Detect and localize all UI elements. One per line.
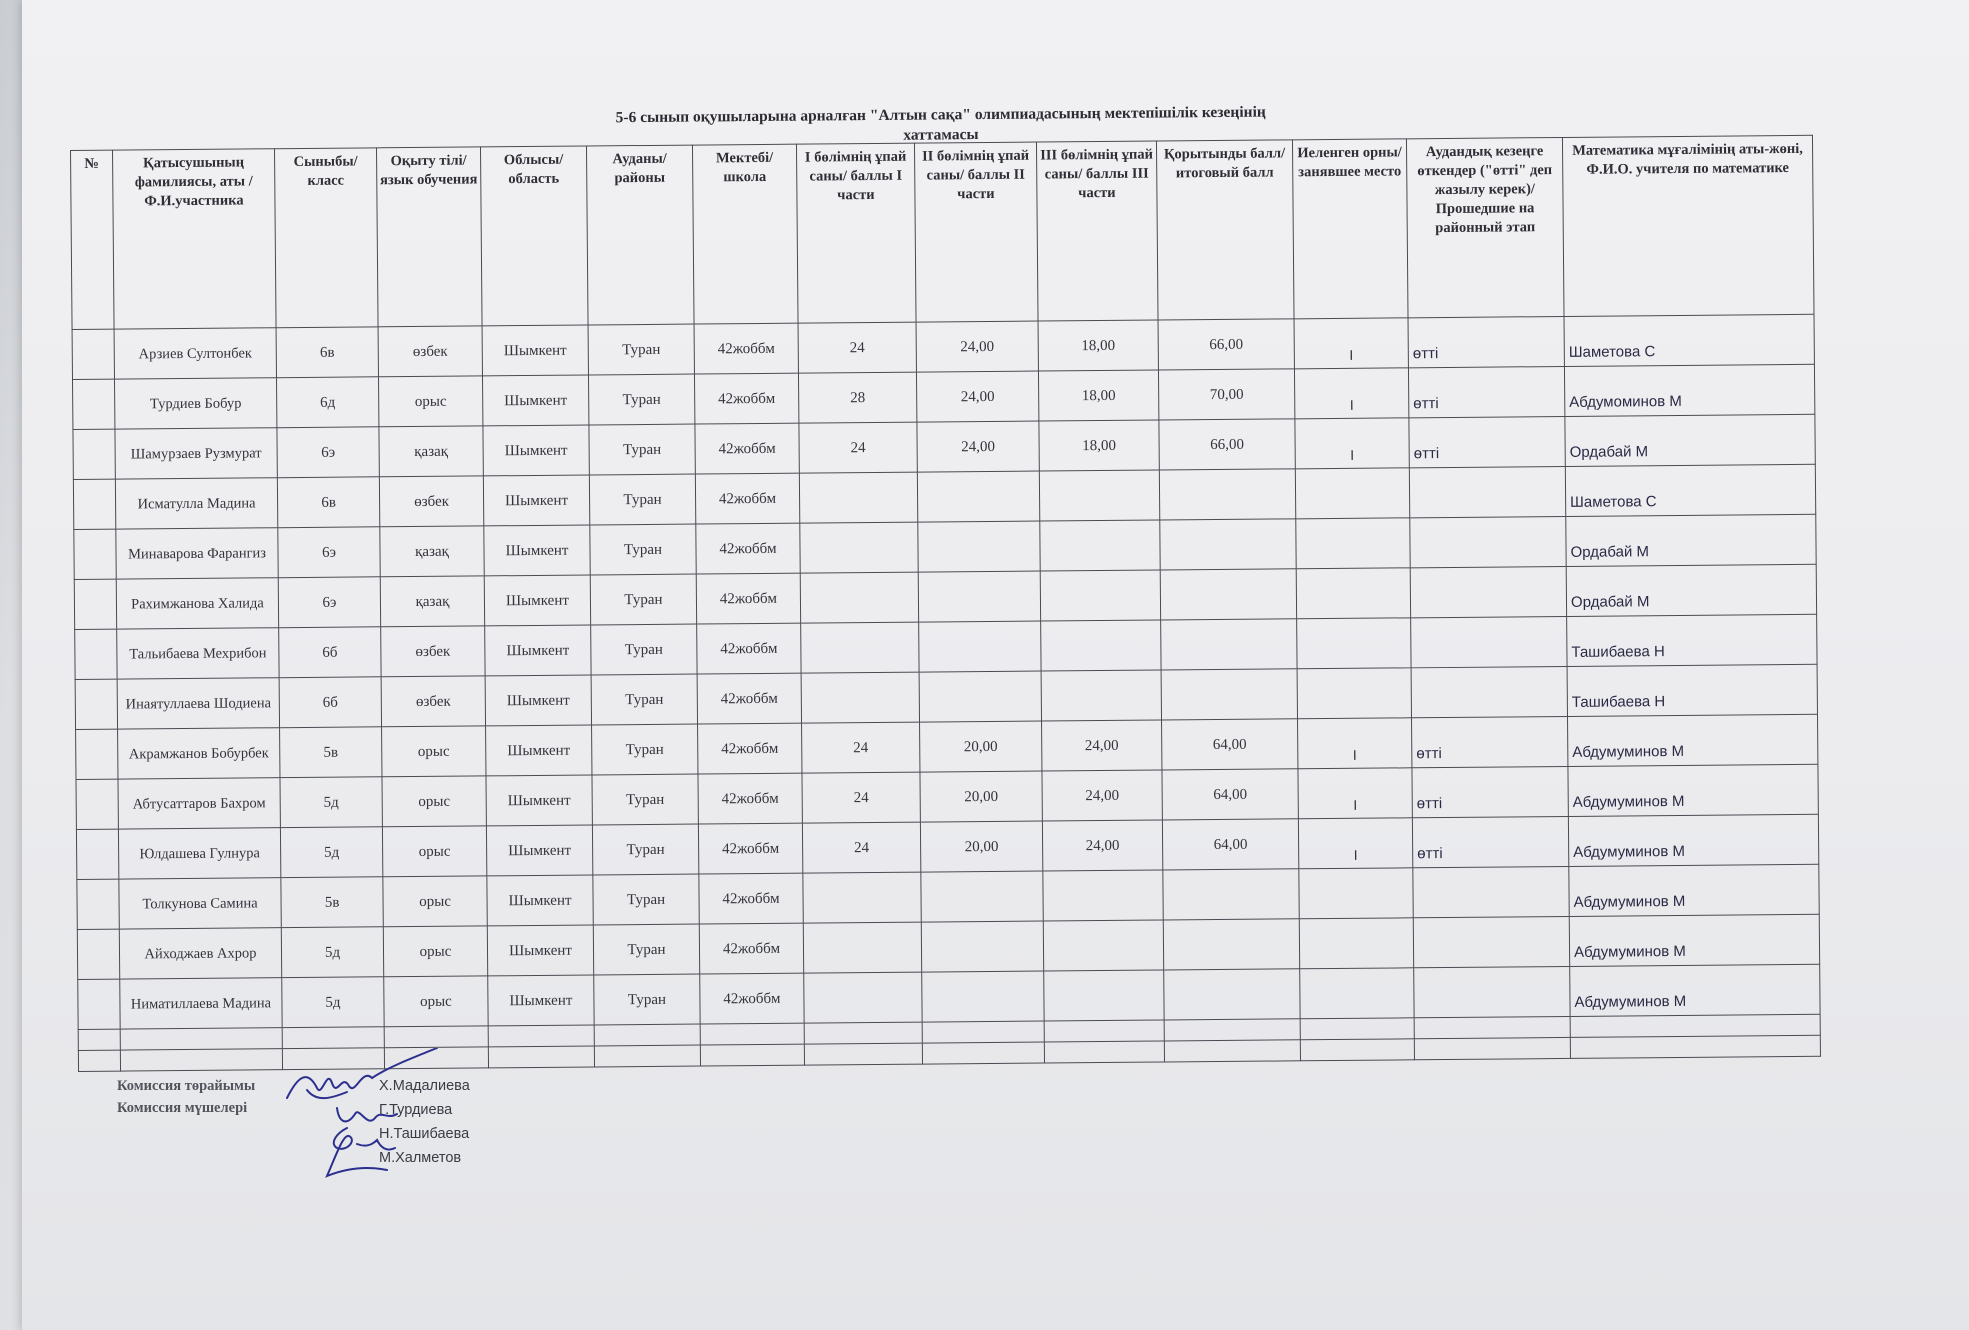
empty-cell (120, 1028, 282, 1050)
row-number-cell (76, 729, 118, 779)
class-cell: 5в (281, 877, 383, 928)
empty-cell (1044, 1041, 1164, 1063)
participant-name-cell: Тальибаева Мехрибон (117, 628, 279, 679)
row-number-cell (76, 829, 118, 879)
members-label: Комиссия мүшелері (117, 1100, 248, 1116)
place-cell (1300, 968, 1414, 1019)
column-header: Мектебі/ школа (692, 144, 798, 324)
part2-score-cell (918, 571, 1040, 622)
part1-score-cell (803, 922, 921, 973)
row-number-cell (78, 979, 120, 1029)
passed-cell: өтті (1412, 816, 1568, 867)
participant-name-cell: Турдиев Бобур (115, 378, 277, 429)
language-cell: орыс (382, 726, 486, 777)
participant-name-cell: Абтусаттаров Бахром (118, 778, 280, 829)
language-cell: орыс (378, 376, 482, 427)
teacher-cell: Ордабай М (1565, 414, 1815, 466)
class-cell: 6б (279, 677, 381, 728)
part2-score-cell (917, 471, 1039, 522)
school-cell: 42жоббм (698, 773, 802, 824)
region-cell: Шымкент (486, 825, 592, 876)
part1-score-cell (800, 572, 918, 623)
school-cell: 42жоббм (694, 373, 798, 424)
part3-score-cell: 24,00 (1042, 820, 1162, 871)
teacher-cell: Шаметова С (1564, 314, 1814, 366)
teacher-cell: Абдумоминов М (1564, 364, 1814, 416)
class-cell: 6э (277, 427, 379, 478)
row-number-cell (73, 479, 115, 529)
member-name: Г.Турдиева (379, 1102, 453, 1118)
class-cell: 5д (281, 927, 383, 978)
column-header: III бөлімнің ұпай саны/ баллы III части (1036, 141, 1158, 321)
empty-cell (78, 1029, 120, 1050)
part3-score-cell: 24,00 (1042, 770, 1162, 821)
class-cell: 5в (280, 727, 382, 778)
passed-cell: өтті (1408, 316, 1564, 367)
region-cell: Шымкент (484, 525, 590, 576)
district-cell: Туран (593, 924, 699, 975)
chair-label: Комиссия төрайымы (117, 1078, 256, 1094)
empty-cell (384, 1026, 488, 1048)
district-cell: Туран (591, 674, 697, 725)
participant-name-cell: Акрамжанов Бобурбек (118, 728, 280, 779)
place-cell (1295, 468, 1409, 519)
empty-cell (282, 1027, 384, 1049)
total-score-cell: 64,00 (1162, 819, 1298, 870)
header-row (71, 135, 1814, 329)
part3-score-cell: 18,00 (1038, 370, 1158, 421)
column-header: Ауданы/ районы (586, 145, 694, 325)
passed-cell (1410, 516, 1566, 567)
empty-cell (488, 1046, 594, 1068)
district-cell: Туран (588, 324, 694, 375)
school-cell: 42жоббм (694, 323, 798, 374)
column-header: Математика мұғалімінің аты-жөні, Ф.И.О. учителя по математике (1562, 135, 1814, 316)
school-cell: 42жоббм (697, 623, 801, 674)
school-cell: 42жоббм (699, 873, 803, 924)
district-cell: Туран (590, 524, 696, 575)
part2-score-cell (921, 921, 1043, 972)
class-cell: 5д (282, 977, 384, 1028)
region-cell: Шымкент (487, 875, 593, 926)
part3-score-cell: 18,00 (1039, 420, 1159, 471)
results-table (70, 135, 1821, 1072)
region-cell: Шымкент (488, 975, 594, 1026)
part2-score-cell (922, 971, 1044, 1022)
part1-score-cell: 24 (802, 722, 920, 773)
district-cell: Туран (589, 424, 695, 475)
school-cell: 42жоббм (698, 823, 802, 874)
participant-name-cell: Айходжаев Ахрор (119, 928, 281, 979)
part2-score-cell (919, 621, 1041, 672)
empty-cell (1300, 1018, 1414, 1040)
part1-score-cell: 24 (798, 322, 916, 373)
part1-score-cell (801, 622, 919, 673)
passed-cell: өтті (1409, 416, 1565, 467)
participant-name-cell: Толкунова Самина (119, 878, 281, 929)
class-cell: 6б (279, 627, 381, 678)
part2-score-cell: 20,00 (920, 821, 1042, 872)
class-cell: 6в (277, 477, 379, 528)
place-cell (1296, 518, 1410, 569)
place-cell: I (1298, 818, 1412, 869)
total-score-cell: 70,00 (1158, 369, 1294, 420)
part3-score-cell (1040, 520, 1160, 571)
empty-cell (488, 1025, 594, 1047)
part2-score-cell: 24,00 (916, 371, 1038, 422)
empty-cell (700, 1044, 804, 1066)
teacher-cell: Абдумуминов М (1568, 764, 1818, 816)
empty-cell (1570, 1014, 1820, 1037)
teacher-cell: Ордабай М (1566, 564, 1816, 616)
region-cell: Шымкент (485, 675, 591, 726)
paper-sheet (22, 0, 1969, 1330)
district-cell: Туран (588, 374, 694, 425)
participant-name-cell: Шамурзаев Рузмурат (115, 428, 277, 479)
part2-score-cell (921, 871, 1043, 922)
class-cell: 6в (276, 327, 378, 378)
language-cell: өзбек (381, 676, 485, 727)
passed-cell (1409, 466, 1565, 517)
column-header: Сыныбы/класс (274, 148, 378, 328)
participant-name-cell: Минаварова Фарангиз (116, 528, 278, 579)
row-number-cell (75, 629, 117, 679)
place-cell: I (1298, 768, 1412, 819)
school-cell: 42жоббм (696, 523, 800, 574)
language-cell: орыс (384, 976, 488, 1027)
empty-cell (78, 1050, 120, 1071)
place-cell: I (1298, 718, 1412, 769)
place-cell (1299, 868, 1413, 919)
teacher-cell: Ташибаева Н (1567, 664, 1817, 716)
class-cell: 5д (280, 827, 382, 878)
row-number-cell (77, 929, 119, 979)
column-header: Облысы/ область (480, 146, 588, 326)
empty-cell (594, 1024, 700, 1046)
region-cell: Шымкент (486, 775, 592, 826)
empty-cell (1164, 1019, 1300, 1041)
member-name: Х.Мадалиева (379, 1078, 470, 1094)
passed-cell (1410, 566, 1566, 617)
passed-cell (1411, 616, 1567, 667)
teacher-cell: Абдумуминов М (1568, 814, 1818, 866)
signature-icon (277, 1048, 470, 1188)
total-score-cell (1164, 969, 1300, 1020)
participant-name-cell: Инаятуллаева Шодиена (117, 678, 279, 729)
column-header: Аудандық кезеңге өткендер ("өтті" деп жазылу керек)/ Прошедшие на районный этап (1406, 137, 1564, 317)
column-header: Иеленген орны/ занявшее место (1292, 139, 1408, 319)
teacher-cell: Абдумуминов М (1570, 964, 1820, 1016)
region-cell: Шымкент (484, 575, 590, 626)
empty-cell (1300, 1039, 1414, 1061)
participant-name-cell: Юлдашева Гулнура (118, 828, 280, 879)
row-number-cell (74, 529, 116, 579)
language-cell: қазақ (380, 576, 484, 627)
part3-score-cell: 18,00 (1038, 320, 1158, 371)
empty-cell (922, 1021, 1044, 1043)
table-body (72, 314, 1820, 1071)
part1-score-cell (800, 522, 918, 573)
class-cell: 6д (276, 377, 378, 428)
empty-cell (700, 1023, 804, 1045)
part1-score-cell (799, 472, 917, 523)
place-cell (1297, 618, 1411, 669)
part1-score-cell: 24 (802, 822, 920, 873)
title-line-2: хаттамасы (903, 126, 979, 144)
part2-score-cell: 24,00 (917, 421, 1039, 472)
empty-cell (1044, 1020, 1164, 1042)
passed-cell: өтті (1412, 766, 1568, 817)
region-cell: Шымкент (487, 925, 593, 976)
title-line-1: 5-6 сынып оқушыларына арналған "Алтын сақа" олимпиадасының мектепішілік кезеңінің (615, 103, 1266, 127)
total-score-cell (1159, 469, 1295, 520)
part2-score-cell: 24,00 (916, 321, 1038, 372)
column-header: Оқыту тілі/ язык обучения (376, 147, 482, 327)
place-cell: I (1294, 318, 1408, 369)
passed-cell (1411, 666, 1567, 717)
region-cell: Шымкент (482, 325, 588, 376)
participant-name-cell: Рахимжанова Халида (116, 578, 278, 629)
participant-name-cell: Ниматиллаева Мадина (120, 978, 282, 1029)
place-cell (1299, 918, 1413, 969)
part1-score-cell: 24 (802, 772, 920, 823)
empty-cell (1414, 1037, 1570, 1059)
teacher-cell: Абдумуминов М (1568, 714, 1818, 766)
total-score-cell (1163, 919, 1299, 970)
region-cell: Шымкент (486, 725, 592, 776)
language-cell: орыс (382, 826, 486, 877)
teacher-cell: Ордабай М (1566, 514, 1816, 566)
language-cell: қазақ (379, 426, 483, 477)
class-cell: 5д (280, 777, 382, 828)
row-number-cell (76, 779, 118, 829)
participant-name-cell: Исматулла Мадина (115, 478, 277, 529)
part3-score-cell (1044, 970, 1164, 1021)
empty-cell (594, 1045, 700, 1067)
part3-score-cell (1039, 470, 1159, 521)
teacher-cell: Абдумуминов М (1569, 864, 1819, 916)
part1-score-cell (804, 972, 922, 1023)
language-cell: өзбек (381, 626, 485, 677)
district-cell: Туран (591, 624, 697, 675)
total-score-cell (1161, 619, 1297, 670)
school-cell: 42жоббм (697, 673, 801, 724)
participant-name-cell: Арзиев Султонбек (114, 328, 276, 379)
class-cell: 6э (278, 577, 380, 628)
place-cell: I (1295, 418, 1409, 469)
passed-cell (1413, 916, 1569, 967)
row-number-cell (72, 329, 114, 379)
empty-cell (1414, 1016, 1570, 1038)
school-cell: 42жоббм (695, 473, 799, 524)
teacher-cell: Абдумуминов М (1569, 914, 1819, 966)
empty-cell (804, 1043, 922, 1065)
total-score-cell (1161, 669, 1297, 720)
region-cell: Шымкент (485, 625, 591, 676)
total-score-cell: 64,00 (1162, 769, 1298, 820)
part2-score-cell (918, 521, 1040, 572)
empty-cell (1570, 1035, 1820, 1058)
commission-footer (117, 1078, 617, 1198)
total-score-cell (1160, 519, 1296, 570)
district-cell: Туран (594, 974, 700, 1025)
language-cell: өзбек (378, 326, 482, 377)
part2-score-cell: 20,00 (920, 721, 1042, 772)
empty-cell (1164, 1040, 1300, 1062)
district-cell: Туран (593, 874, 699, 925)
part3-score-cell (1043, 870, 1163, 921)
school-cell: 42жоббм (699, 923, 803, 974)
column-header: Қатысушының фамилиясы, аты /Ф.И.участника (113, 149, 277, 329)
language-cell: өзбек (379, 476, 483, 527)
class-cell: 6э (278, 527, 380, 578)
language-cell: орыс (383, 876, 487, 927)
region-cell: Шымкент (483, 475, 589, 526)
member-name: Н.Ташибаева (379, 1126, 470, 1142)
place-cell (1297, 668, 1411, 719)
column-header: I бөлімнің ұпай саны/ баллы I части (796, 143, 916, 323)
district-cell: Туран (592, 824, 698, 875)
part2-score-cell (919, 671, 1041, 722)
part1-score-cell: 28 (798, 372, 916, 423)
part3-score-cell: 24,00 (1042, 720, 1162, 771)
part3-score-cell (1041, 620, 1161, 671)
region-cell: Шымкент (483, 425, 589, 476)
district-cell: Туран (590, 574, 696, 625)
teacher-cell: Шаметова С (1565, 464, 1815, 516)
part3-score-cell (1040, 570, 1160, 621)
empty-cell (922, 1042, 1044, 1064)
row-number-cell (77, 879, 119, 929)
teacher-cell: Ташибаева Н (1567, 614, 1817, 666)
school-cell: 42жоббм (700, 973, 804, 1024)
passed-cell: өтті (1412, 716, 1568, 767)
member-name: М.Халметов (379, 1150, 462, 1166)
column-header: Қорытынды балл/ итоговый балл (1156, 140, 1294, 320)
school-cell: 42жоббм (695, 423, 799, 474)
protocol-document (70, 103, 1820, 1072)
total-score-cell: 64,00 (1162, 719, 1298, 770)
empty-cell (120, 1049, 282, 1071)
column-header: № (71, 150, 115, 329)
school-cell: 42жоббм (696, 573, 800, 624)
part1-score-cell: 24 (799, 422, 917, 473)
part3-score-cell (1041, 670, 1161, 721)
part1-score-cell (803, 872, 921, 923)
row-number-cell (73, 429, 115, 479)
place-cell: I (1294, 368, 1408, 419)
place-cell (1296, 568, 1410, 619)
total-score-cell: 66,00 (1158, 319, 1294, 370)
total-score-cell (1160, 569, 1296, 620)
region-cell: Шымкент (482, 375, 588, 426)
part3-score-cell (1043, 920, 1163, 971)
row-number-cell (75, 679, 117, 729)
row-number-cell (73, 379, 115, 429)
passed-cell (1414, 966, 1570, 1017)
total-score-cell (1163, 869, 1299, 920)
passed-cell: өтті (1408, 366, 1564, 417)
empty-cell (804, 1022, 922, 1044)
language-cell: орыс (382, 776, 486, 827)
row-number-cell (74, 579, 116, 629)
district-cell: Туран (592, 724, 698, 775)
language-cell: қазақ (380, 526, 484, 577)
column-header: II бөлімнің ұпай саны/ баллы II части (914, 142, 1038, 322)
total-score-cell: 66,00 (1159, 419, 1295, 470)
district-cell: Туран (589, 474, 695, 525)
passed-cell (1413, 866, 1569, 917)
language-cell: орыс (383, 926, 487, 977)
part2-score-cell: 20,00 (920, 771, 1042, 822)
part1-score-cell (801, 672, 919, 723)
school-cell: 42жоббм (698, 723, 802, 774)
district-cell: Туран (592, 774, 698, 825)
